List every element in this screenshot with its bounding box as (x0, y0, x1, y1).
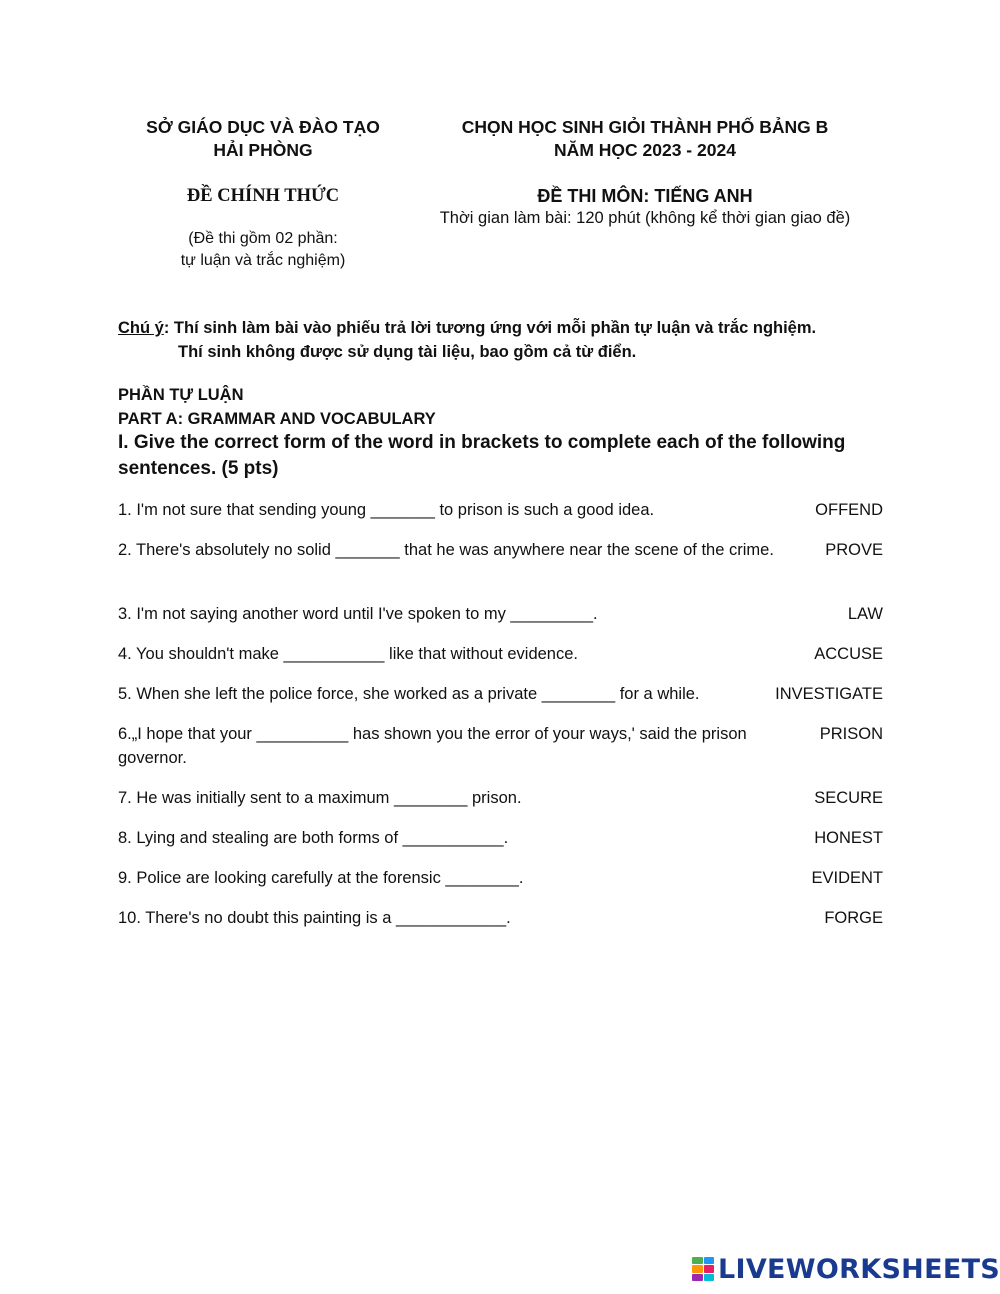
question-word: OFFEND (815, 501, 883, 519)
question-text: 1. I'm not sure that sending young _______ to prison is such a good idea. (118, 501, 655, 519)
question-text: 5. When she left the police force, she worked as a private ________ for a while. (118, 685, 700, 703)
school-year: NĂM HỌC 2023 - 2024 (554, 140, 736, 160)
question-text: 10. There's no doubt this painting is a ____________. (118, 909, 511, 927)
notice-label: Chú ý (118, 319, 164, 337)
question-word: HONEST (814, 829, 883, 847)
question-text: 8. Lying and stealing are both forms of ___________. (118, 829, 509, 847)
exam-subject: ĐỀ THI MÔN: TIẾNG ANH (537, 186, 753, 206)
question-1 (118, 498, 883, 522)
question-text: 6.„I hope that your __________ has shown you the error of your ways,' said the prison governor. (118, 725, 747, 767)
question-word: FORGE (824, 909, 883, 927)
exam-time: Thời gian làm bài: 120 phút (không kể thời gian giao đề) (439, 209, 851, 227)
notice-line2: Thí sinh không được sử dụng tài liệu, bao gồm cả từ điển. (178, 343, 637, 361)
liveworksheets-logo[interactable] (692, 1254, 1000, 1284)
notice (118, 316, 898, 364)
brand-name: LIVEWORKSHEETS (718, 1253, 1000, 1285)
question-2 (118, 538, 883, 562)
question-3 (118, 602, 883, 626)
question-text: 2. There's absolutely no solid _______ that he was anywhere near the scene of the crime. (118, 541, 774, 559)
question-6 (118, 722, 883, 770)
question-word: EVIDENT (811, 869, 883, 887)
instruction: I. Give the correct form of the word in brackets to complete each of the following sentences. (5 pts) (118, 432, 846, 479)
question-word: LAW (847, 605, 883, 623)
exam-note-line2: tự luận và trắc nghiệm) (180, 252, 346, 269)
exam-title: CHỌN HỌC SINH GIỎI THÀNH PHỐ BẢNG B (461, 117, 829, 137)
question-word: INVESTIGATE (775, 685, 883, 703)
question-text: 4. You shouldn't make ___________ like that without evidence. (118, 645, 578, 663)
question-9 (118, 866, 883, 890)
question-text: 7. He was initially sent to a maximum ________ prison. (118, 789, 522, 807)
question-word: SECURE (814, 789, 883, 807)
exam-note-line1: (Đề thi gồm 02 phần: (188, 230, 338, 247)
official-label: ĐỀ CHÍNH THỨC (186, 186, 340, 206)
question-word: ACCUSE (814, 645, 883, 663)
section-heading: PHẦN TỰ LUẬN (118, 386, 244, 404)
question-text: 9. Police are looking carefully at the forensic ________. (118, 869, 524, 887)
question-text: 3. I'm not saying another word until I've spoken to my _________. (118, 605, 598, 623)
question-word: PRISON (819, 725, 883, 743)
city-name: HẢI PHÒNG (213, 140, 313, 160)
header-left (118, 116, 408, 272)
question-4 (118, 642, 883, 666)
header-right (410, 116, 880, 228)
liveworksheets-logo-icon (692, 1257, 714, 1281)
part-a-heading: PART A: GRAMMAR AND VOCABULARY (118, 410, 436, 428)
notice-line1: : Thí sinh làm bài vào phiếu trả lời tương ứng với mỗi phần tự luận và trắc nghiệm. (163, 319, 817, 337)
question-10 (118, 906, 883, 930)
department-name: SỞ GIÁO DỤC VÀ ĐÀO TẠO (146, 117, 380, 137)
question-7 (118, 786, 883, 810)
question-5 (118, 682, 883, 706)
question-8 (118, 826, 883, 850)
question-word: PROVE (825, 541, 883, 559)
